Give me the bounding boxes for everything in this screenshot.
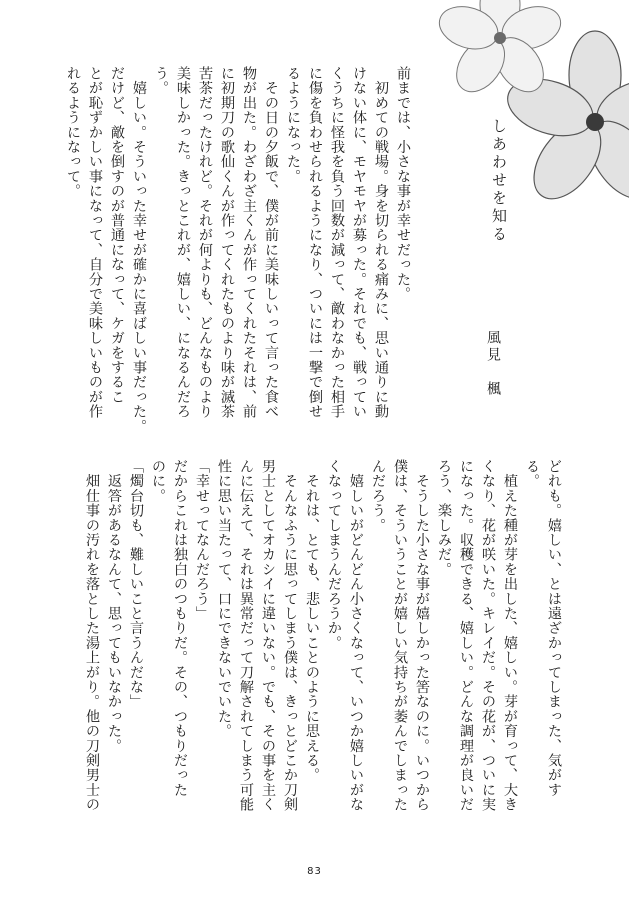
- text-line: れるようになって。: [65, 66, 81, 199]
- text-line: 畑仕事の汚れを落とした湯上がり。他の刀剣男士の: [84, 459, 100, 812]
- text-line: だけど、敵を倒すのが普通になって、ケガをするこ: [109, 66, 125, 405]
- flower-large-center: [586, 113, 604, 131]
- page-number: 83: [307, 866, 322, 877]
- text-line: くなり、花が咲いた。キレイだ。その花が、ついに実: [480, 459, 496, 812]
- text-line: それは、とても、悲しいことのように思える。: [304, 459, 320, 783]
- text-line: る。: [524, 459, 540, 489]
- text-line: 初めての戦場。身を切られる痛みに、思い通りに動: [373, 66, 389, 419]
- text-line: だからこれは独白のつもりだ。その、つもりだった: [172, 459, 188, 798]
- text-line: とが恥ずかしい事になって、自分で美味しいものが作: [87, 66, 103, 419]
- text-line: その日の夕飯で、僕が前に美味しいって言った食べ: [263, 66, 279, 419]
- text-line: どれも。嬉しい、とは遠ざかってしまった、気がす: [546, 459, 562, 798]
- flower-small-center: [494, 32, 506, 44]
- text-line: 男士としてオカシイに違いない。でも、その事を主く: [260, 459, 276, 812]
- text-line: るようになった。: [285, 66, 301, 184]
- text-line: 美味しかった。きっとこれが、嬉しい、になるんだろ: [175, 66, 191, 419]
- text-line: 嬉しい。そういった幸せが確かに喜ばしい事だった。: [131, 66, 147, 434]
- text-line: 「幸せってなんだろう」: [194, 459, 210, 621]
- text-line: 嬉しいがどんどん小さくなって、いつか嬉しいがな: [348, 459, 364, 812]
- text-line: そうした小さな事が嬉しかった筈なのに。いつから: [414, 459, 430, 812]
- text-line: ろう、楽しみだ。: [436, 459, 452, 577]
- text-line: けない体に、モヤモヤが募った。それでも、戦ってい: [351, 66, 367, 419]
- text-line: んに伝えて、それは異常だって刀解されてしまう可能: [238, 459, 254, 812]
- text-line: そんなふうに思ってしまう僕は、きっとどこか刀剣: [282, 459, 298, 812]
- text-line: くなってしまうんだろうか。: [326, 459, 342, 651]
- text-line: 僕は、そういうことが嬉しい気持ちが萎んでしまった: [392, 459, 408, 812]
- text-line: になった。収穫できる、嬉しい。どんな調理が良いだ: [458, 459, 474, 812]
- text-line: う。: [153, 66, 169, 96]
- text-line: くうちに怪我を負う回数が減って、敵わなかった相手: [329, 66, 345, 419]
- text-line: 苦茶だったけれど。それが何よりも、どんなものより: [197, 66, 213, 419]
- lower-text-block: [81, 459, 565, 812]
- text-line: 前までは、小さな事が幸せだった。: [395, 66, 411, 302]
- flower-decoration: [430, 0, 629, 200]
- author-name: 風見 楓: [485, 330, 501, 398]
- text-line: 返答があるなんて、思ってもいなかった。: [106, 459, 122, 753]
- text-line: 植えた種が芽を出した、嬉しい。芽が育って、大き: [502, 459, 518, 812]
- text-line: 性に思い当たって、口にできないでいた。: [216, 459, 232, 739]
- text-line: 「燭台切も、難しいこと言うんだな」: [128, 459, 144, 709]
- story-title: しあわせを知る: [490, 118, 508, 244]
- text-line: に傷を負わせられるようになり、ついには一撃で倒せ: [307, 66, 323, 419]
- upper-text-block: [62, 66, 414, 434]
- text-line: んだろう。: [370, 459, 386, 533]
- text-line: に初期刀の歌仙くんが作ってくれたものより味が滅茶: [219, 66, 235, 419]
- text-line: 物が出た。わざわざ主くんが作ってくれたそれは、前: [241, 66, 257, 419]
- text-line: のに。: [150, 459, 166, 504]
